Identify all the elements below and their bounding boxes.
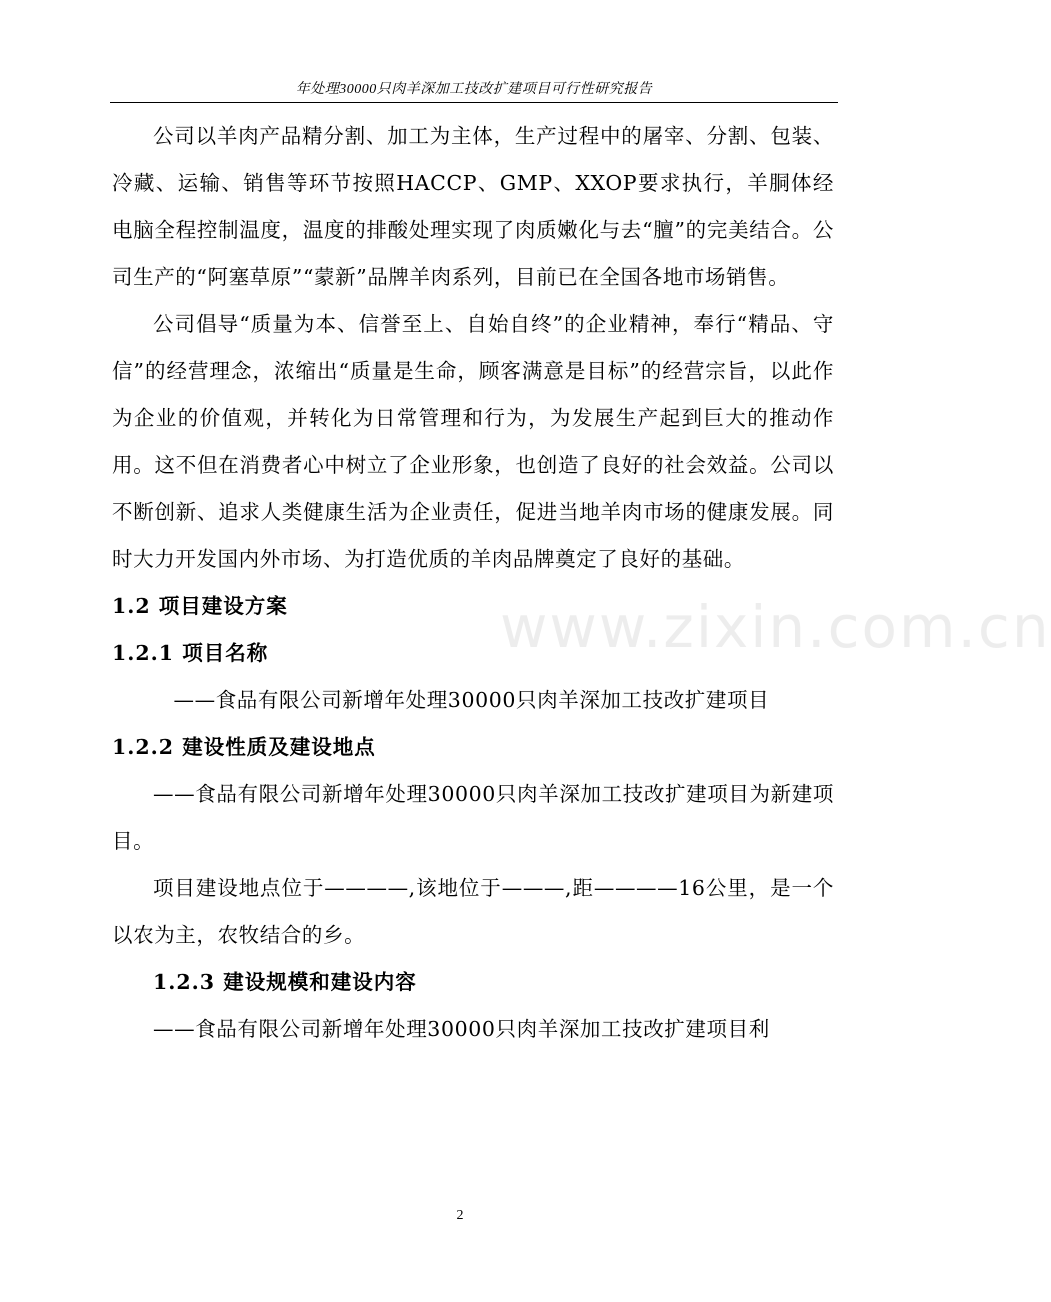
section-heading-project-name: 1.2.1 项目名称: [112, 641, 269, 665]
page-header-title: 年处理30000只肉羊深加工技改扩建项目可行性研究报告: [295, 82, 653, 97]
document-body: [112, 113, 834, 1053]
paragraph-company-philosophy: 公司倡导“质量为本、信誉至上、自始自终”的企业精神，奉行“精品、守信”的经营理念，浓缩出“质量是生命，顾客满意是目标”的经营宗旨，以此作为企业的价值观，并转化为日常管理和行为，为发展生产起到巨大的推动作用。这不但在消费者心中树立了企业形象，也创造了良好的社会效益。公司以不断创新、追求人类健康生活为企业责任，促进当地羊肉市场的健康发展。同时大力开发国内外市场、为打造优质的羊肉品牌奠定了良好的基础。: [112, 312, 834, 571]
watermark-text: www.zixin.com.cn: [500, 593, 1051, 661]
section-heading-nature-location: 1.2.2 建设性质及建设地点: [112, 735, 376, 759]
paragraph-project-scale: ——食品有限公司新增年处理30000只肉羊深加工技改扩建项目利: [153, 1017, 770, 1041]
page-number: 2: [456, 1208, 464, 1223]
paragraph-project-nature: ——食品有限公司新增年处理30000只肉羊深加工技改扩建项目为新建项目。: [112, 782, 834, 853]
section-heading-construction-plan: 1.2 项目建设方案: [112, 594, 288, 618]
paragraph-company-production: 公司以羊肉产品精分割、加工为主体，生产过程中的屠宰、分割、包装、冷藏、运输、销售等环节按照HACCP、GMP、XXOP要求执行，羊胴体经电脑全程控制温度，温度的排酸处理实现了肉质嫩化与去“膻”的完美结合。公司生产的“阿塞草原”“蒙新”品牌羊肉系列，目前已在全国各地市场销售。: [112, 124, 834, 289]
paragraph-project-name: ——食品有限公司新增年处理30000只肉羊深加工技改扩建项目: [173, 688, 770, 712]
header-divider: [110, 102, 838, 103]
paragraph-project-location: 项目建设地点位于————,该地位于———,距————16公里，是一个以农为主，农牧结合的乡。: [112, 876, 834, 947]
section-heading-scale-content: 1.2.3 建设规模和建设内容: [153, 970, 417, 994]
